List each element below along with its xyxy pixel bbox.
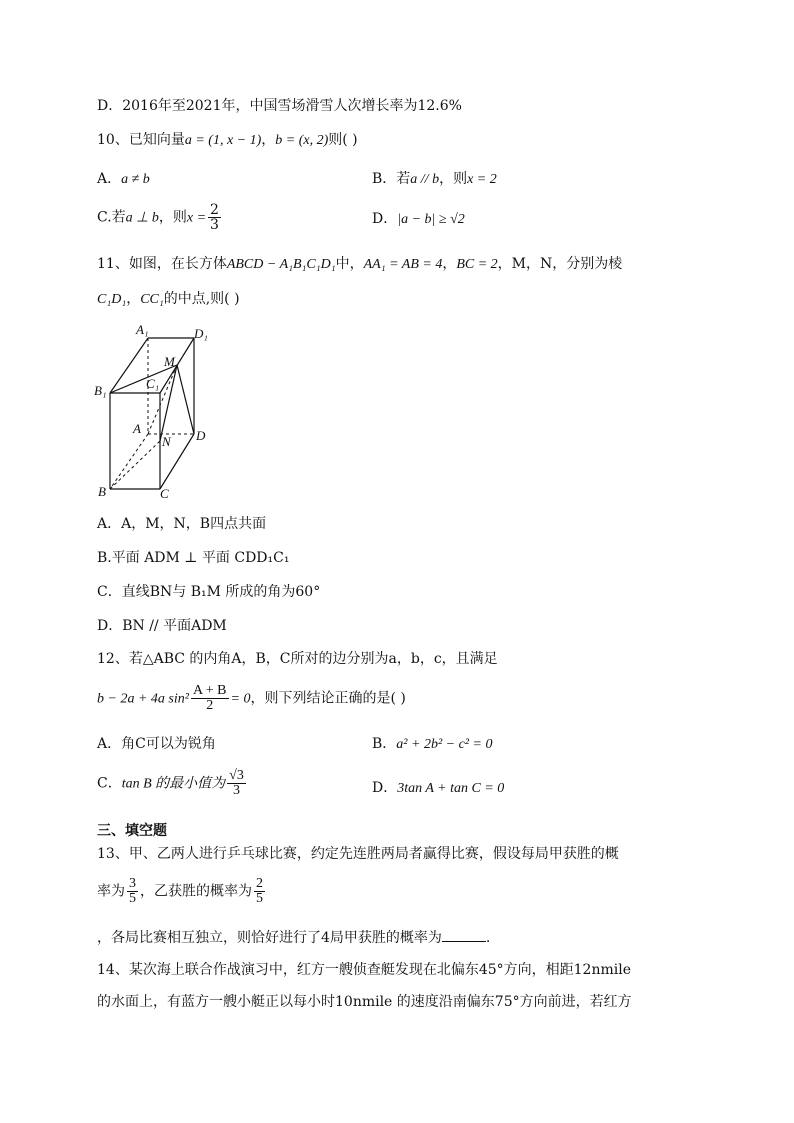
- q10-option-a-label: A．: [97, 171, 122, 187]
- q12-option-c-den: 3: [233, 783, 241, 798]
- q11-stem-suffix: ，M，N，分别为棱: [497, 256, 623, 272]
- q13-answer-blank[interactable]: [442, 941, 486, 942]
- q10-stem: [97, 131, 358, 150]
- q10-option-c-den: 3: [210, 217, 219, 233]
- edge-a-b: [110, 434, 148, 489]
- section-title-fill-in: 三、填空题: [97, 823, 167, 839]
- q12-option-b-expr: a² + 2b² − c² = 0: [396, 737, 493, 752]
- label-n: N: [162, 434, 171, 449]
- q12-stem-line2: [97, 684, 406, 713]
- q10-option-b-tail: ，则: [439, 171, 468, 187]
- q12-equation-left: b − 2a + 4a sin²: [97, 691, 189, 707]
- q10-vector-a: a = (1, x − 1): [184, 133, 262, 148]
- q10-vector-b: b = (x, 2): [275, 133, 329, 148]
- q12-option-c-fraction: [227, 769, 246, 798]
- q10-option-b-result: x = 2: [467, 172, 497, 187]
- q12-option-d-label: D．: [372, 780, 398, 796]
- q13-line3: [97, 929, 490, 947]
- q12-option-c-expr: tan B 的最小值为: [121, 776, 226, 792]
- label-a1: A₁: [136, 322, 149, 337]
- q14-line2: 的水面上，有蓝方一艘小艇正以每小时10nmile 的速度沿南偏东75°方向前进，若红方: [97, 994, 632, 1010]
- q12-option-b: [372, 735, 492, 754]
- q13-line1: 13、甲、乙两人进行乒乓球比赛，约定先连胜两局者赢得比赛，假设每局甲获胜的概: [97, 846, 619, 862]
- q10-option-c: [97, 203, 223, 232]
- q10-option-d: [372, 210, 465, 229]
- q11-stem2-suffix: 的中点,则( ): [163, 291, 240, 307]
- q10-option-c-num: 2: [210, 202, 219, 218]
- label-c: C: [160, 486, 169, 501]
- q13-rate-prefix: 率为: [97, 883, 125, 900]
- segment-m-d: [177, 365, 194, 434]
- q13-q-den: 5: [256, 891, 263, 906]
- q11-stem-line1: [97, 255, 622, 274]
- q14-line1: 14、某次海上联合作战演习中，红方一艘侦查艇发现在北偏东45°方向，相距12nmile: [97, 962, 631, 978]
- q13-q-num: 2: [256, 876, 263, 891]
- label-a: A: [133, 421, 141, 436]
- q10-option-a-expr: a ≠ b: [121, 172, 150, 187]
- q10-option-c-expr: a ⊥ b: [125, 210, 159, 226]
- q11-option-d: D．BN // 平面ADM: [97, 618, 227, 634]
- q13-p-fraction: [127, 877, 138, 906]
- segment-b-n: [110, 441, 160, 489]
- q13-p-num: 3: [129, 876, 136, 891]
- q10-option-b-label: B．若: [372, 171, 411, 187]
- q13-q-fraction: [254, 877, 265, 906]
- q12-equation-fraction: [191, 684, 229, 713]
- q11-sep: ，: [126, 291, 141, 307]
- q11-prism-figure: [90, 322, 220, 504]
- q11-cc1: CC₁: [140, 292, 164, 307]
- q12-option-c-label: C．: [97, 775, 122, 792]
- q10-sep: ，: [261, 132, 276, 148]
- q10-option-c-label: C.若: [97, 209, 126, 226]
- q11-stem-prefix: 11、如图，在长方体: [97, 256, 227, 272]
- q11-comma: ，: [442, 256, 457, 272]
- q12-option-c-num: √3: [229, 768, 244, 783]
- q11-stem-mid: 中，: [335, 256, 364, 272]
- q11-option-b: B.平面 ADM ⊥ 平面 CDD₁C₁: [97, 550, 290, 566]
- q10-option-c-x: x =: [186, 210, 207, 226]
- q11-c1d1: C₁D₁: [97, 292, 127, 307]
- label-c1: C₁: [146, 376, 160, 391]
- q12-option-b-label: B．: [372, 736, 397, 752]
- q10-option-a: [97, 170, 150, 189]
- q13-p-den: 5: [129, 891, 136, 906]
- q12-stem-suffix: ，则下列结论正确的是( ): [250, 690, 406, 707]
- q9-option-d: D．2016年至2021年，中国雪场滑雪人次增长率为12.6%: [97, 98, 462, 114]
- q12-equation-right: = 0: [230, 691, 251, 707]
- q12-option-d: [372, 779, 504, 798]
- q12-option-d-expr: 3tan A + tan C = 0: [397, 781, 505, 796]
- q13-line2: [97, 877, 267, 906]
- q12-equation-num: A + B: [192, 683, 227, 698]
- q10-option-d-label: D．: [372, 211, 398, 227]
- q13-line3-end: .: [485, 930, 491, 946]
- q13-mid: ，乙获胜的概率为: [140, 883, 252, 900]
- q10-option-b-expr: a // b: [410, 172, 440, 187]
- q13-line3-text: ，各局比赛相互独立，则恰好进行了4局甲获胜的概率为: [97, 930, 442, 946]
- q12-option-c: [97, 769, 248, 798]
- q10-option-b: [372, 170, 497, 189]
- q11-solid: ABCD − A₁B₁C₁D₁: [226, 257, 336, 272]
- q12-equation-den: 2: [206, 698, 214, 713]
- segment-m-n: [160, 365, 177, 441]
- label-d1: D₁: [194, 326, 208, 341]
- label-m: M: [164, 354, 175, 369]
- q11-edges: AA₁ = AB = 4: [363, 257, 443, 272]
- q11-bc: BC = 2: [456, 257, 498, 272]
- q11-option-a: A．A，M，N，B四点共面: [97, 516, 267, 532]
- q12-stem-line1: 12、若△ABC 的内角A，B，C所对的边分别为a，b，c，且满足: [97, 651, 498, 667]
- q10-option-c-tail: ，则: [158, 209, 187, 226]
- q10-stem-suffix: 则( ): [328, 132, 358, 148]
- q10-option-c-fraction: [208, 203, 221, 232]
- label-d: D: [196, 428, 206, 443]
- q10-stem-prefix: 10、已知向量: [97, 132, 185, 148]
- q12-option-a: A．角C可以为锐角: [97, 736, 216, 752]
- label-b1: B₁: [94, 383, 107, 398]
- q11-option-c: C．直线BN与 B₁M 所成的角为60°: [97, 584, 321, 600]
- q11-stem-line2: [97, 290, 240, 309]
- q10-option-d-expr: |a − b| ≥ √2: [397, 212, 465, 227]
- label-b: B: [98, 484, 106, 499]
